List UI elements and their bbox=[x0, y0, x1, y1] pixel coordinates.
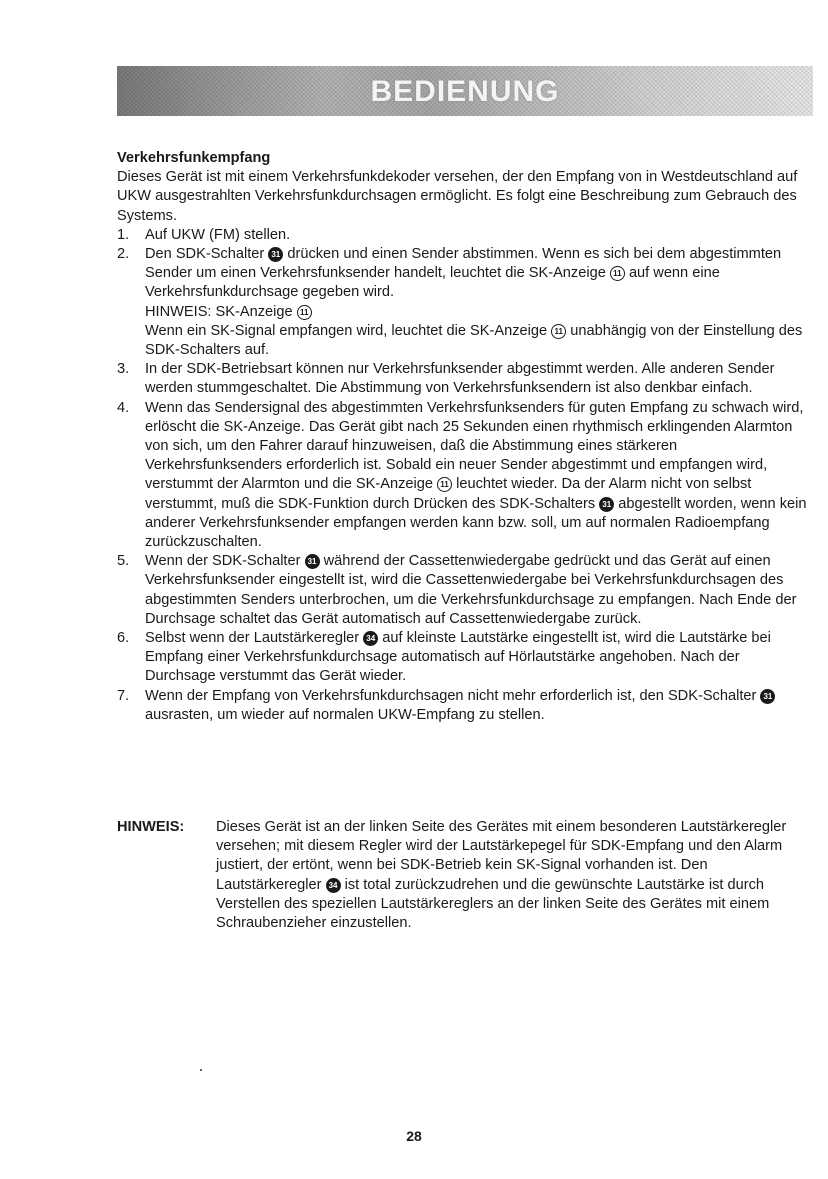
step-text: In der SDK-Betriebsart können nur Verkehrsfunksender abgestimmt werden. Alle anderen Sender werden stummgeschaltet. Die Abstimmung von Verkehrsfunksendern ist also denkbar einfach. bbox=[145, 361, 775, 397]
step-number: 4. bbox=[117, 399, 130, 416]
step-note-text: unabhängig von der Einstellung des SDK-Schalters auf. bbox=[145, 322, 803, 359]
step-number: 3. bbox=[117, 361, 130, 378]
step-text: auf wenn eine Verkehrsfunkdurchsage gegeben wird. bbox=[145, 265, 720, 301]
hinweis-text bbox=[216, 818, 812, 933]
sdk-switch-symbol: 31 bbox=[599, 497, 614, 512]
sk-indicator-symbol: 11 bbox=[297, 305, 312, 320]
hinweis-text-part: Dieses Gerät ist an der linken Seite des Gerätes mit einem besonderen Lautstärkeregler versehen; mit diesem Regler wird der Lautstärkepegel für SDK-Empfang und den Alarm justiert, der ertönt, wenn bei SDK-Betrieb kein SK-Signal vorhanden ist. Den Lautstärkeregler bbox=[216, 819, 787, 893]
volume-control-symbol: 34 bbox=[326, 878, 341, 893]
step-text: Auf UKW (FM) stellen. bbox=[145, 226, 291, 243]
step-4 bbox=[117, 399, 807, 553]
step-text: während der Cassettenwiedergabe gedrückt und das Gerät auf einen Verkehrsfunksender eingestellt ist, wird die Cassettenwiedergabe bei Verkehrsfunkdurchsagen des abgestimmten Senders unterbrochen, um die Verkehrsfunkdurchsage zu empfangen. Nach Ende der Durchsage schaltet das Gerät automatisch auf Cassettenwiedergabe zurück. bbox=[145, 553, 797, 627]
sk-indicator-symbol: 11 bbox=[610, 266, 625, 281]
step-text: Den SDK-Schalter bbox=[145, 246, 265, 263]
step-5 bbox=[117, 552, 807, 629]
sdk-switch-symbol: 31 bbox=[268, 247, 283, 262]
step-text: leuchtet wieder. Da der Alarm nicht von selbst verstummt, muß die SDK-Funktion durch Drücken des SDK-Schalters bbox=[145, 476, 752, 512]
hinweis-block bbox=[117, 818, 812, 933]
step-text: auf kleinste Lautstärke eingestellt ist, wird die Lautstärke bei Empfang einer Verkehrsfunkdurchsage automatisch auf Hörlautstärke angehoben. Nach der Durchsage verstummt das Gerät wieder. bbox=[145, 630, 771, 685]
sdk-switch-symbol: 31 bbox=[760, 689, 775, 704]
page-number: 28 bbox=[406, 1128, 422, 1144]
step-number: 5. bbox=[117, 553, 130, 570]
section-banner bbox=[117, 66, 813, 116]
step-text: ausrasten, um wieder auf normalen UKW-Empfang zu stellen. bbox=[145, 706, 545, 723]
sdk-switch-symbol: 31 bbox=[305, 554, 320, 569]
sk-indicator-symbol: 11 bbox=[437, 477, 452, 492]
sk-indicator-symbol: 11 bbox=[551, 324, 566, 339]
step-1 bbox=[117, 226, 807, 245]
section-heading: Verkehrsfunkempfang bbox=[117, 150, 271, 166]
main-content bbox=[117, 149, 807, 725]
step-7 bbox=[117, 687, 807, 725]
step-text: Wenn das Sendersignal des abgestimmten Verkehrsfunksenders für guten Empfang zu schwach wird, erlöscht die SK-Anzeige. Das Gerät gibt nach 25 Sekunden einen rhythmisch erklingenden Alarmton von sich, um den Fahrer darauf hinzuweisen, daß die Abstimmung eines stärkeren Verkehrsfunksenders erforderlich ist. Sobald ein neuer Sender abgestimmt und empfangen wird, verstummt der Alarmton und die SK-Anzeige bbox=[145, 399, 804, 493]
steps-list bbox=[117, 226, 807, 725]
step-3 bbox=[117, 360, 807, 398]
step-2 bbox=[117, 245, 807, 360]
volume-control-symbol: 34 bbox=[363, 631, 378, 646]
step-text: Wenn der Empfang von Verkehrsfunkdurchsagen nicht mehr erforderlich ist, den SDK-Schalter bbox=[145, 687, 757, 704]
hinweis-text-part: ist total zurückzudrehen und die gewünschte Lautstärke ist durch Verstellen des speziellen Lautstärkereglers an der linken Seite des Gerätes mit einem Schraubenzieher einzustellen. bbox=[216, 876, 770, 932]
step-text: Wenn der SDK-Schalter bbox=[145, 553, 301, 570]
step-number: 2. bbox=[117, 246, 130, 263]
scan-speck bbox=[200, 1069, 202, 1071]
step-number: 1. bbox=[117, 226, 130, 243]
step-note-text: Wenn ein SK-Signal empfangen wird, leuchtet die SK-Anzeige bbox=[145, 322, 548, 339]
step-number: 7. bbox=[117, 687, 130, 704]
step-text: Selbst wenn der Lautstärkeregler bbox=[145, 630, 360, 647]
step-6 bbox=[117, 629, 807, 687]
banner-title: BEDIENUNG bbox=[370, 75, 560, 108]
intro-paragraph: Dieses Gerät ist mit einem Verkehrsfunkdekoder versehen, der den Empfang von in Westdeutschland auf UKW ausgestrahlten Verkehrsfunkdurchsagen ermöglicht. Es folgt eine Beschreibung zum Gebrauch des Systems. bbox=[117, 169, 798, 224]
step-number: 6. bbox=[117, 630, 130, 647]
hinweis-label: HINWEIS: bbox=[117, 819, 185, 835]
step-text: drücken und einen Sender abstimmen. Wenn es sich bei dem abgestimmten Sender um einen Verkehrsfunksender handelt, leuchtet die SK-Anzeige bbox=[145, 246, 782, 282]
step-note-label: HINWEIS: SK-Anzeige bbox=[145, 303, 293, 320]
step-text: abgestellt worden, wenn kein anderer Verkehrsfunksender empfangen werden kann bzw. soll, um auf normalen Radioempfang zurückzuschalten. bbox=[145, 495, 807, 551]
